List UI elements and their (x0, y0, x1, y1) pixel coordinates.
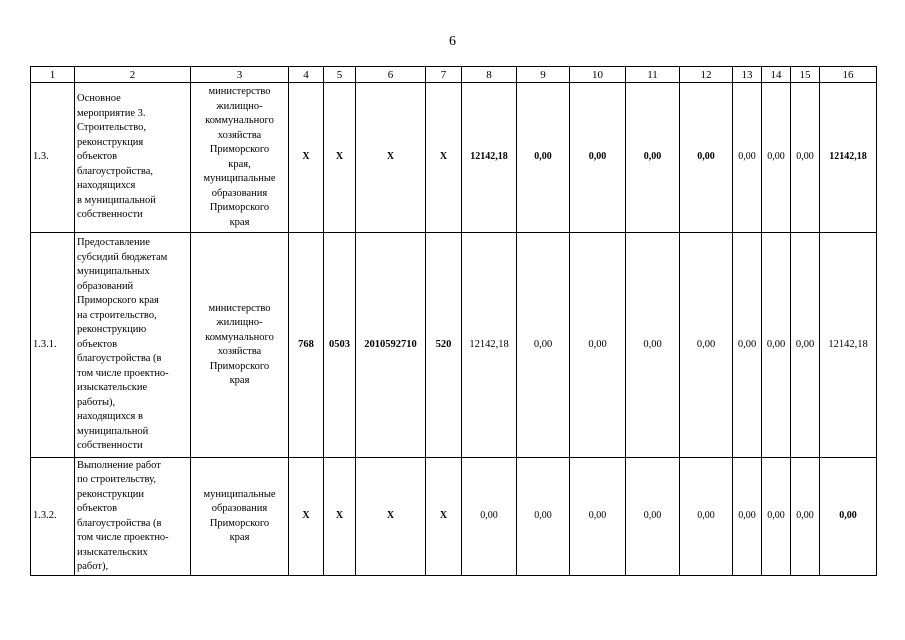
row-name (75, 233, 191, 458)
row-number: 1.3.2. (31, 458, 75, 576)
executor-line: края, (228, 158, 251, 170)
cell-total: 12142,18 (820, 83, 877, 233)
row-name-line: находящихся (77, 180, 136, 192)
cell-amount: 0,00 (517, 458, 570, 576)
row-name-line: на строительство, (77, 309, 157, 321)
cell-grbs: 768 (289, 233, 324, 458)
cell-amount: 0,00 (733, 233, 762, 458)
executor-line: образования (211, 503, 268, 514)
executor-line: Приморского (209, 360, 270, 372)
row-name-line: объектов (77, 338, 118, 350)
cell-amount: 0,00 (762, 458, 791, 576)
column-header: 10 (570, 67, 626, 83)
cell-amount: 0,00 (791, 83, 820, 233)
executor-line: края (229, 216, 250, 228)
cell-rzpr: 0503 (324, 233, 356, 458)
row-number: 1.3.1. (31, 233, 75, 458)
column-header: 16 (820, 67, 877, 83)
cell-amount: 0,00 (570, 458, 626, 576)
cell-amount: 0,00 (570, 233, 626, 458)
cell-amount: 0,00 (762, 83, 791, 233)
cell-total: 0,00 (820, 458, 877, 576)
executor-line: коммунального (205, 115, 274, 126)
column-header: 6 (356, 67, 426, 83)
program-table (30, 66, 877, 576)
cell-vr: X (426, 83, 462, 233)
cell-vr: 520 (426, 233, 462, 458)
row-name-line: реконструкцию (77, 324, 147, 336)
row-name-line: Приморского края (77, 295, 159, 307)
cell-csr: X (356, 83, 426, 233)
table-row (31, 233, 877, 458)
row-name-line: том числе проектно- (77, 532, 169, 543)
row-name-line: находящихся в (77, 411, 143, 423)
row-executor (191, 233, 289, 458)
cell-amount: 0,00 (762, 233, 791, 458)
row-name-line: в муниципальной (77, 194, 156, 206)
cell-amount: 0,00 (791, 458, 820, 576)
cell-amount: 0,00 (570, 83, 626, 233)
row-name-line: образований (77, 280, 134, 292)
row-name-line: благоустройства (в (77, 353, 162, 365)
column-header: 11 (626, 67, 680, 83)
row-name-line: муниципальной (77, 425, 149, 437)
executor-line: жилищно- (216, 317, 263, 328)
column-header: 13 (733, 67, 762, 83)
row-executor (191, 458, 289, 576)
row-name-line: работ), (77, 561, 109, 572)
row-name-line: Строительство, (77, 122, 146, 134)
cell-rzpr: X (324, 83, 356, 233)
executor-line: коммунального (205, 331, 274, 343)
cell-amount: 0,00 (626, 458, 680, 576)
row-name-line: объектов (77, 151, 118, 163)
row-name-line: субсидий бюджетам (77, 251, 168, 263)
row-name-line: благоустройства, (77, 165, 153, 177)
executor-line: жилищно- (216, 100, 263, 112)
row-name (75, 83, 191, 233)
executor-line: образования (211, 187, 268, 199)
cell-rzpr: X (324, 458, 356, 576)
column-header: 4 (289, 67, 324, 83)
cell-grbs: X (289, 83, 324, 233)
column-header: 9 (517, 67, 570, 83)
column-header: 8 (462, 67, 517, 83)
row-executor (191, 83, 289, 233)
column-header: 14 (762, 67, 791, 83)
cell-amount: 0,00 (626, 83, 680, 233)
executor-line: муниципальные (203, 488, 276, 500)
cell-vr: X (426, 458, 462, 576)
row-name-line: реконструкции (77, 488, 145, 500)
cell-amount: 0,00 (733, 83, 762, 233)
executor-line: Приморского (209, 202, 270, 213)
column-header: 7 (426, 67, 462, 83)
page-number: 6 (449, 34, 456, 49)
row-name-line: собственности (77, 209, 143, 221)
column-header: 15 (791, 67, 820, 83)
row-name-line: изыскательских (77, 546, 148, 558)
executor-line: края (229, 532, 250, 543)
cell-amount: 0,00 (791, 233, 820, 458)
row-name-line: собственности (77, 440, 143, 452)
cell-amount: 12142,18 (462, 83, 517, 233)
cell-csr: 2010592710 (356, 233, 426, 458)
executor-line: хозяйства (217, 129, 262, 141)
row-name-line: Предоставление (77, 237, 150, 249)
row-name (75, 458, 191, 576)
column-header: 5 (324, 67, 356, 83)
executor-line: министерство (208, 86, 271, 97)
executor-line: Приморского (209, 144, 270, 155)
table-row (31, 83, 877, 233)
executor-line: министерство (208, 302, 271, 314)
row-name-line: по строительству, (77, 474, 156, 485)
row-name-line: объектов (77, 503, 118, 514)
cell-amount: 0,00 (517, 83, 570, 233)
row-name-line: реконструкция (77, 136, 144, 148)
row-name-line: Выполнение работ (77, 459, 161, 471)
row-name-line: Основное (77, 93, 121, 105)
row-name-line: благоустройства (в (77, 517, 162, 529)
row-number: 1.3. (31, 83, 75, 233)
cell-csr: X (356, 458, 426, 576)
column-header: 12 (680, 67, 733, 83)
executor-line: края (229, 375, 250, 386)
column-header: 2 (75, 67, 191, 83)
row-name-line: муниципальных (77, 266, 150, 278)
column-number-row (31, 67, 877, 83)
cell-amount: 12142,18 (462, 233, 517, 458)
executor-line: Приморского (209, 517, 270, 529)
cell-amount: 0,00 (517, 233, 570, 458)
column-header: 1 (31, 67, 75, 83)
row-name-line: мероприятие 3. (77, 107, 146, 119)
cell-amount: 0,00 (626, 233, 680, 458)
table-row (31, 458, 877, 576)
executor-line: муниципальные (203, 173, 276, 184)
cell-amount: 0,00 (680, 83, 733, 233)
row-name-line: изыскательские (77, 382, 148, 394)
cell-grbs: X (289, 458, 324, 576)
row-name-line: работы), (77, 396, 116, 408)
row-name-line: том числе проектно- (77, 367, 169, 379)
cell-amount: 0,00 (462, 458, 517, 576)
cell-amount: 0,00 (733, 458, 762, 576)
cell-amount: 0,00 (680, 458, 733, 576)
cell-total: 12142,18 (820, 233, 877, 458)
column-header: 3 (191, 67, 289, 83)
cell-amount: 0,00 (680, 233, 733, 458)
executor-line: хозяйства (217, 346, 262, 357)
